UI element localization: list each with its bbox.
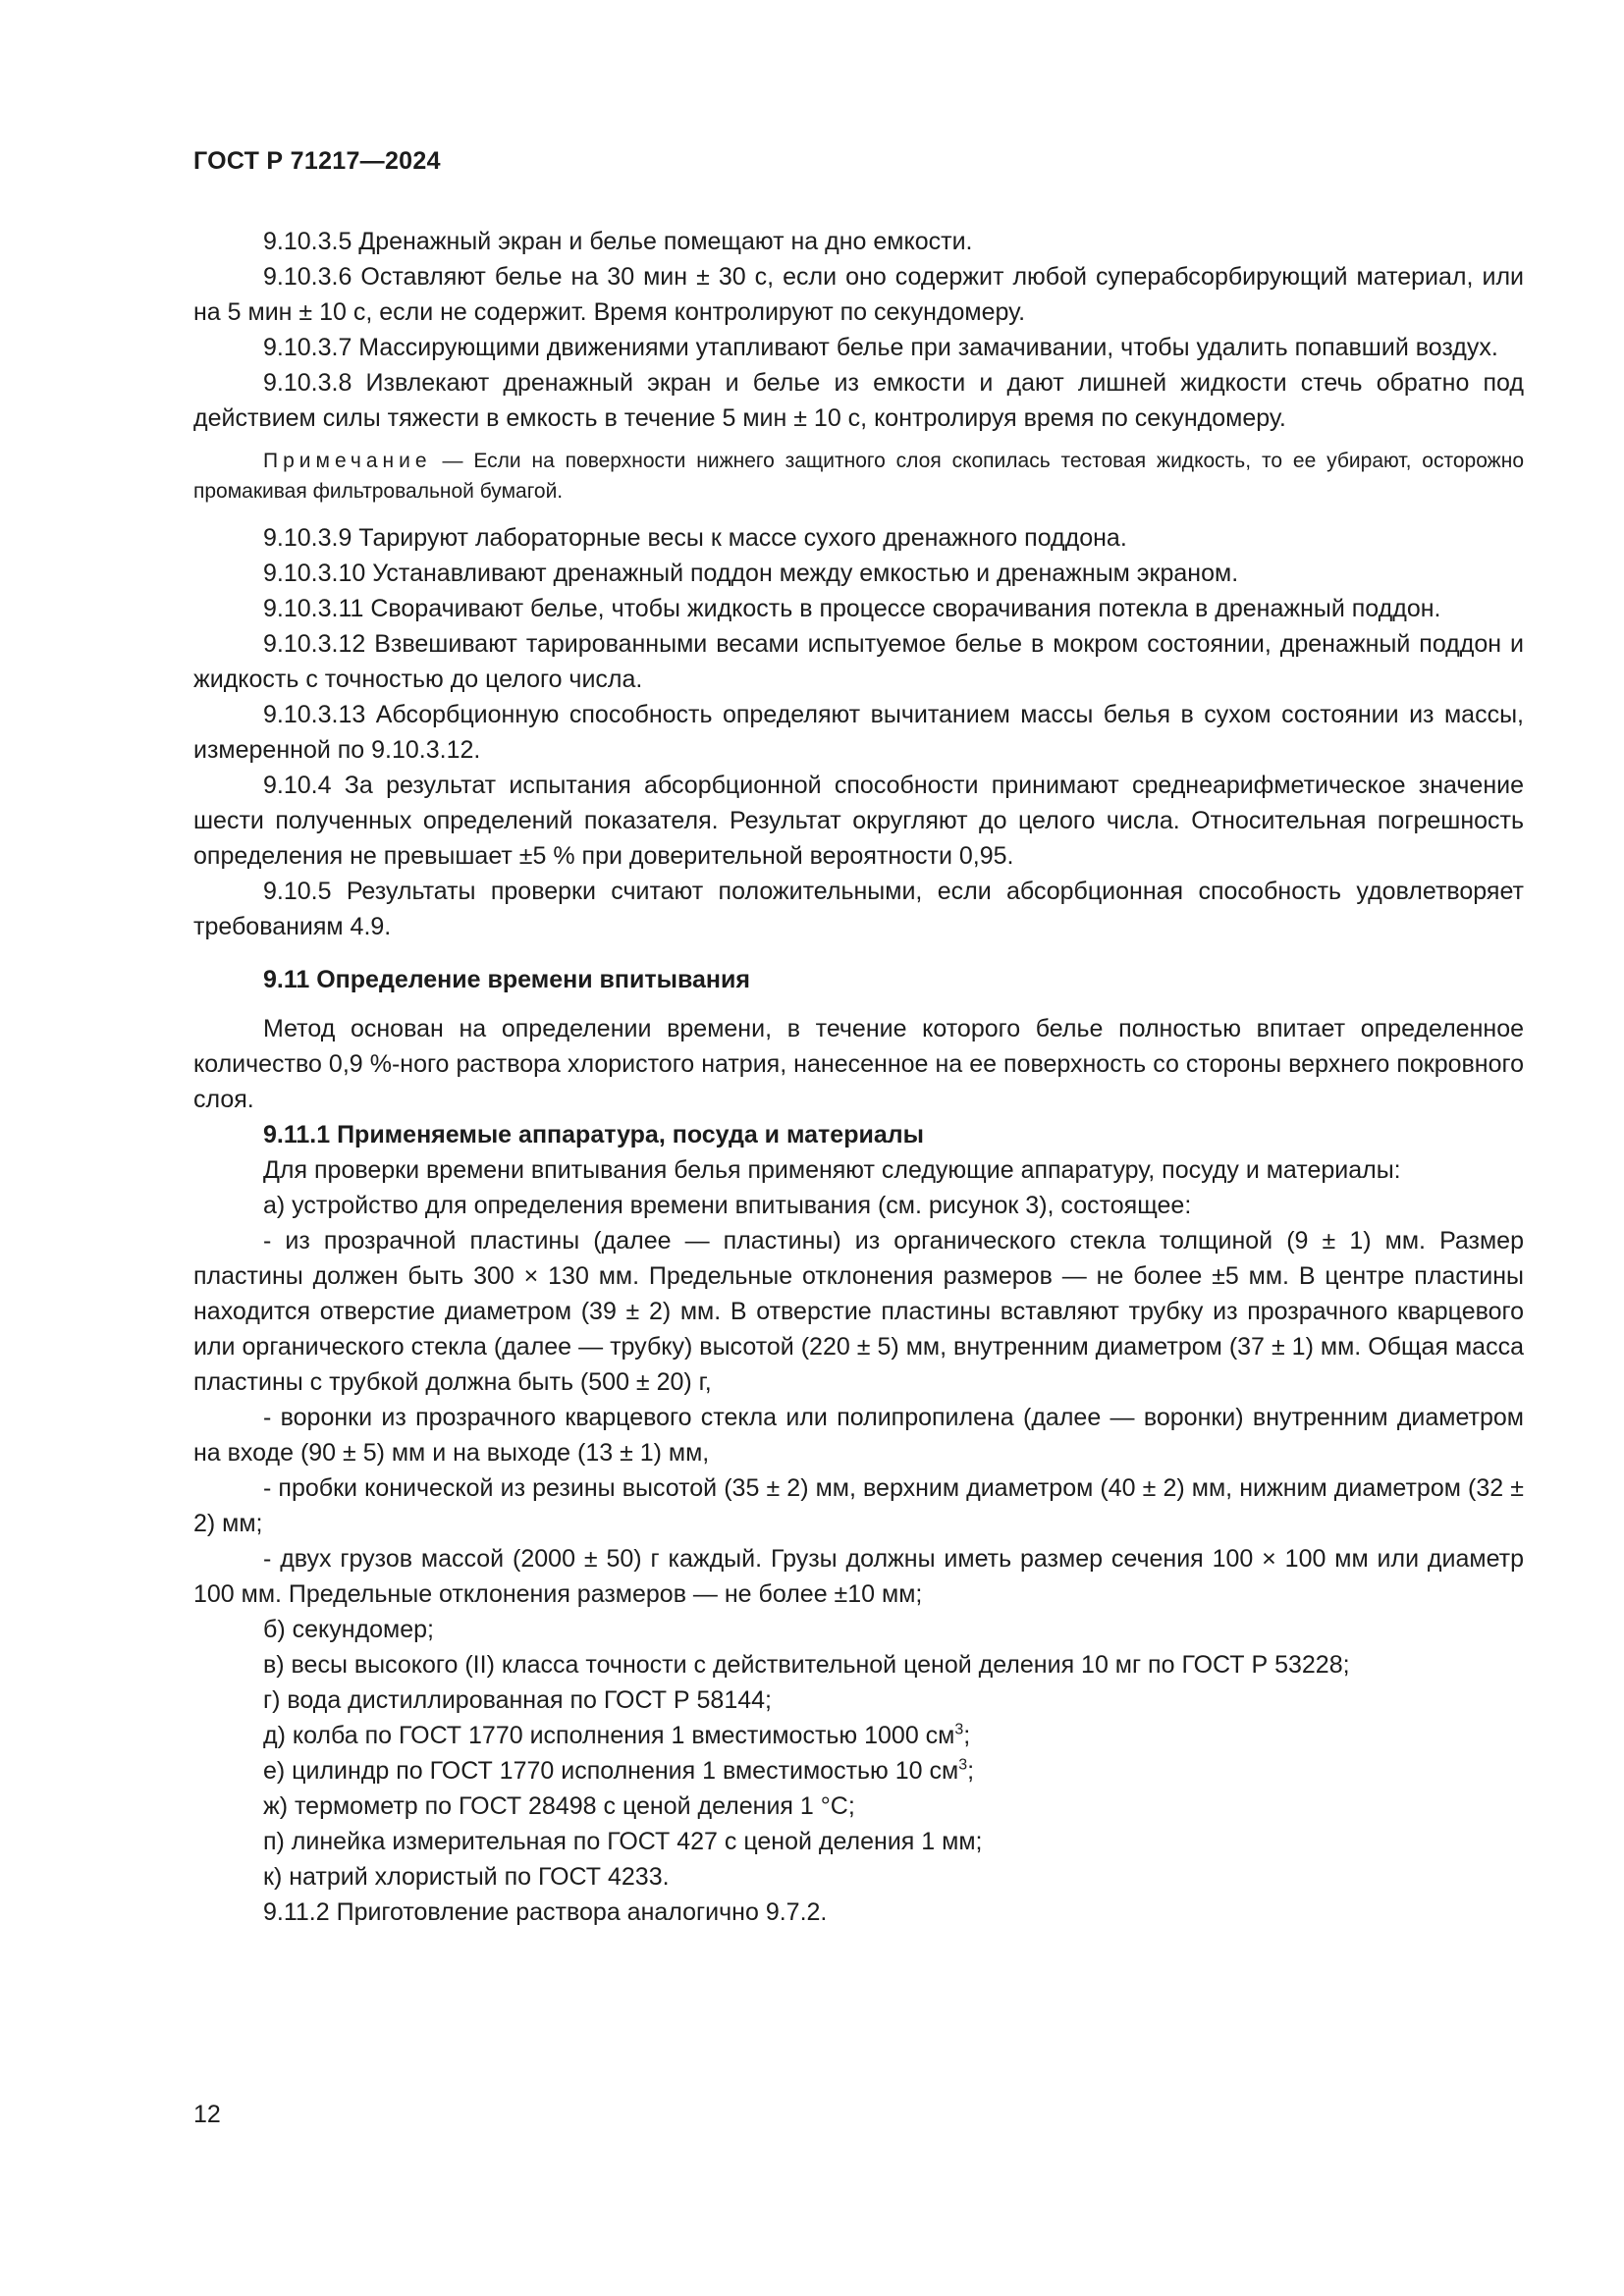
paragraph-9-10-3-10: 9.10.3.10 Устанавливают дренажный поддон между емкостью и дренажным экраном. — [263, 560, 1239, 587]
list-dash-weights: - двух грузов массой (2000 ± 50) г каждый. Грузы должны иметь размер сечения 100 × 100 мм или диаметр 100 мм. Предельные отклонения размеров — не более ±10 мм; — [193, 1545, 1524, 1608]
superscript-3: 3 — [954, 1721, 964, 1738]
list-item-b: б) секундомер; — [263, 1616, 434, 1643]
list-item-d — [193, 1718, 1524, 1753]
note-block — [193, 446, 1524, 507]
list-item-a: а) устройство для определения времени впитывания (см. рисунок 3), состоящее: — [263, 1192, 1192, 1219]
list-item-e-text: е) цилиндр по ГОСТ 1770 исполнения 1 вместимостью 10 см — [263, 1757, 959, 1785]
list-item-zh: ж) термометр по ГОСТ 28498 с ценой деления 1 °С; — [263, 1792, 855, 1820]
list-item-e — [193, 1753, 1524, 1789]
list-item-p: п) линейка измерительная по ГОСТ 427 с ценой деления 1 мм; — [263, 1828, 983, 1855]
paragraph-9-10-3-11: 9.10.3.11 Сворачивают белье, чтобы жидкость в процессе сворачивания потекла в дренажный поддон. — [263, 595, 1441, 622]
paragraph-9-10-3-9: 9.10.3.9 Тарируют лабораторные весы к массе сухого дренажного поддона. — [263, 524, 1127, 552]
paragraph-9-10-5: 9.10.5 Результаты проверки считают положительными, если абсорбционная способность удовлетворяет требованиям 4.9. — [193, 878, 1524, 940]
note-label: Примечание — [263, 450, 432, 472]
note-text: — Если на поверхности нижнего защитного слоя скопилась тестовая жидкость, то ее убирают, осторожно промакивая фильтровальной бумагой. — [193, 450, 1524, 503]
paragraph-9-10-3-6: 9.10.3.6 Оставляют белье на 30 мин ± 30 с, если оно содержит любой суперабсорбирующий материал, или на 5 мин ± 10 с, если не содержит. Время контролируют по секундомеру. — [193, 263, 1524, 326]
paragraph-9-10-4: 9.10.4 За результат испытания абсорбционной способности принимают среднеарифметическое значение шести полученных определений показателя. Результат округляют до целого числа. Относительная погрешность определения не превышает ±5 % при доверительной вероятности 0,95. — [193, 772, 1524, 870]
paragraph-method-description: Метод основан на определении времени, в течение которого белье полностью впитает определенное количество 0,9 %-ного раствора хлористого натрия, нанесенное на ее поверхность со стороны верхнего покровного слоя. — [193, 1015, 1524, 1113]
paragraph-9-10-3-5: 9.10.3.5 Дренажный экран и белье помещают на дно емкости. — [263, 228, 973, 255]
paragraph-9-10-3-13: 9.10.3.13 Абсорбционную способность определяют вычитанием массы белья в сухом состоянии из массы, измеренной по 9.10.3.12. — [193, 701, 1524, 764]
list-dash-funnel: - воронки из прозрачного кварцевого стекла или полипропилена (далее — воронки) внутренним диаметром на входе (90 ± 5) мм и на выходе (13 ± 1) мм, — [193, 1404, 1524, 1467]
list-dash-stopper: - пробки конической из резины высотой (35 ± 2) мм, верхним диаметром (40 ± 2) мм, нижним диаметром (32 ± 2) мм; — [193, 1474, 1524, 1537]
list-item-g: г) вода дистиллированная по ГОСТ Р 58144; — [263, 1686, 772, 1714]
list-item-d-text: д) колба по ГОСТ 1770 исполнения 1 вместимостью 1000 см — [263, 1722, 955, 1749]
paragraph-9-10-3-12: 9.10.3.12 Взвешивают тарированными весами испытуемое белье в мокром состоянии, дренажный поддон и жидкость с точностью до целого числа. — [193, 630, 1524, 693]
list-dash-plate: - из прозрачной пластины (далее — пластины) из органического стекла толщиной (9 ± 1) мм. Размер пластины должен быть 300 × 130 мм. Предельные отклонения размеров — не более ±5 мм. В центре пластины находится отверстие диаметром (39 ± 2) мм. В отверстие пластины вставляют трубку из прозрачного кварцевого или органического стекла (далее — трубку) высотой (220 ± 5) мм, внутренним диаметром (37 ± 1) мм. Общая масса пластины с трубкой должна быть (500 ± 20) г, — [193, 1227, 1524, 1396]
list-item-k: к) натрий хлористый по ГОСТ 4233. — [263, 1863, 670, 1891]
page-number: 12 — [193, 2101, 221, 2128]
semicolon: ; — [963, 1722, 971, 1749]
paragraph-equipment-intro: Для проверки времени впитывания белья применяют следующие аппаратуру, посуду и материалы: — [263, 1156, 1401, 1184]
document-code-header: ГОСТ Р 71217—2024 — [193, 147, 441, 175]
paragraph-9-10-3-8: 9.10.3.8 Извлекают дренажный экран и белье из емкости и дают лишней жидкости стечь обратно под действием силы тяжести в емкость в течение 5 мин ± 10 с, контролируя время по секундомеру. — [193, 369, 1524, 432]
list-item-v: в) весы высокого (II) класса точности с действительной ценой деления 10 мг по ГОСТ Р 53228; — [263, 1651, 1350, 1679]
superscript-3: 3 — [958, 1756, 968, 1774]
section-heading-9-11: 9.11 Определение времени впитывания — [263, 966, 750, 993]
paragraph-9-11-2: 9.11.2 Приготовление раствора аналогично 9.7.2. — [263, 1898, 828, 1926]
document-body — [193, 224, 1524, 1930]
paragraph-9-10-3-7: 9.10.3.7 Массирующими движениями утапливают белье при замачивании, чтобы удалить попавший воздух. — [263, 334, 1498, 361]
subheading-9-11-1: 9.11.1 Применяемые аппаратура, посуда и материалы — [263, 1121, 924, 1148]
semicolon: ; — [967, 1757, 975, 1785]
